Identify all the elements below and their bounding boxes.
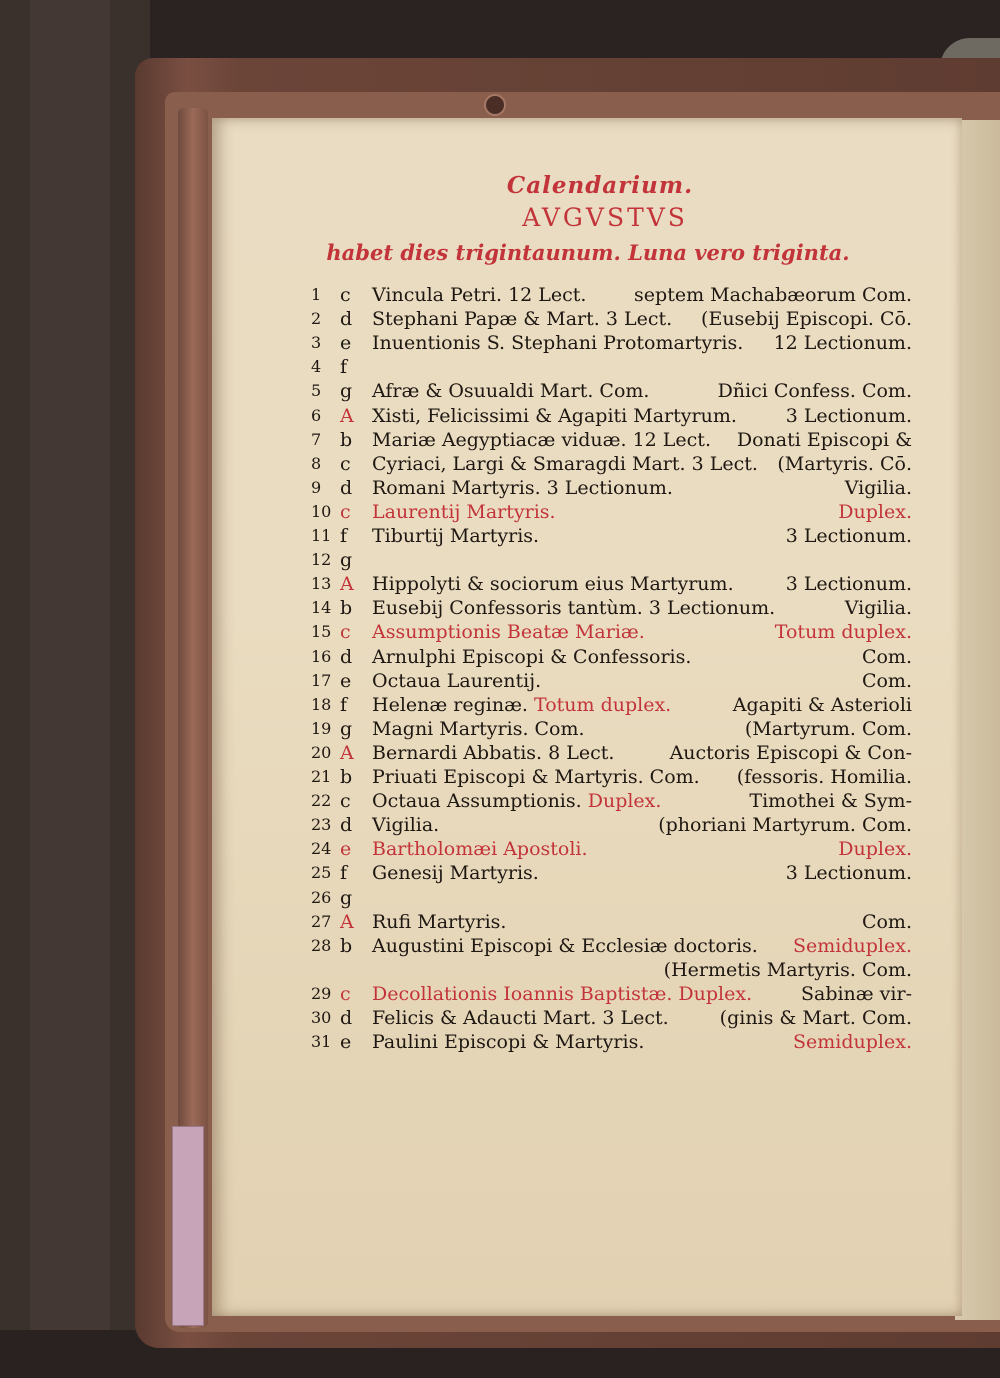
feast-entry xyxy=(372,693,671,717)
feast-name: Octaua Assumptionis. xyxy=(372,790,582,813)
dominical-letter: f xyxy=(340,525,348,547)
calendar-row xyxy=(0,765,1000,789)
dominical-letter: A xyxy=(340,573,354,596)
feast-note: Sabinæ vir- xyxy=(800,982,912,1005)
feast-note: Com. xyxy=(861,669,912,692)
dominical-letter: c xyxy=(340,284,351,306)
feast-note: 3 Lectionum. xyxy=(785,525,912,547)
feast-name: Octaua Laurentij. xyxy=(372,669,542,692)
feast-name: Mariæ Aegyptiacæ viduæ. 12 Lect. xyxy=(372,428,711,451)
calendar-row xyxy=(0,1006,1000,1030)
feast-note: Donati Episcopi & xyxy=(736,428,912,451)
day-number: 29 xyxy=(311,983,332,1003)
feast-note: (phoriani Martyrum. Com. xyxy=(658,814,912,837)
day-number: 13 xyxy=(311,574,332,594)
dominical-letter: g xyxy=(340,380,353,403)
dominical-letter: f xyxy=(340,693,348,716)
calendar-row xyxy=(0,476,1000,500)
dominical-letter: c xyxy=(340,790,351,813)
feast-name: Stephani Papæ & Mart. 3 Lect. xyxy=(372,308,673,331)
feast-entry xyxy=(372,379,649,403)
dominical-letter: f xyxy=(340,356,348,379)
day-number: 1 xyxy=(311,285,322,304)
feast-entry xyxy=(372,645,691,669)
feast-name: Priuati Episcopi & Martyris. Com. xyxy=(372,766,700,788)
day-number: 6 xyxy=(311,405,322,425)
feast-entry xyxy=(372,620,645,644)
feast-name: Romani Martyris. 3 Lectionum. xyxy=(372,476,673,499)
feast-note: (Martyris. Cō. xyxy=(777,452,912,475)
feast-note: 3 Lectionum. xyxy=(785,573,912,596)
day-number: 15 xyxy=(311,622,332,642)
day-number: 28 xyxy=(311,935,332,955)
feast-note: (fessoris. Homilia. xyxy=(736,766,912,788)
dominical-letter: d xyxy=(340,645,353,668)
feast-entry xyxy=(372,765,700,789)
day-number: 9 xyxy=(311,477,322,497)
dominical-letter: e xyxy=(340,1031,352,1054)
feast-name: Helenæ reginæ. xyxy=(372,693,528,716)
feast-note: Com. xyxy=(861,645,912,668)
calendar-row xyxy=(0,283,1000,307)
day-number: 16 xyxy=(311,646,332,666)
dominical-letter: e xyxy=(340,669,352,692)
calendar-row xyxy=(0,861,1000,885)
feast-name: Assumptionis Beatæ Mariæ. xyxy=(372,621,645,644)
day-number: 4 xyxy=(311,357,322,377)
feast-note: Agapiti & Asterioli xyxy=(732,693,912,716)
dominical-letter: A xyxy=(340,741,354,764)
dominical-letter: f xyxy=(340,862,348,885)
feast-entry xyxy=(372,596,775,620)
calendar-row xyxy=(0,958,1000,982)
dominical-letter: A xyxy=(340,404,354,427)
dominical-letter: g xyxy=(340,886,353,909)
feast-name: Inuentionis S. Stephani Protomartyris. xyxy=(372,332,744,355)
feast-note: 3 Lectionum. xyxy=(785,862,912,885)
day-number: 20 xyxy=(311,742,332,762)
feast-entry xyxy=(372,910,506,934)
dominical-letter: d xyxy=(340,476,353,499)
dominical-letter: d xyxy=(340,308,353,331)
feast-rank: Totum duplex. xyxy=(527,693,672,716)
feast-note: Totum duplex. xyxy=(774,621,912,644)
feast-note: Duplex. xyxy=(838,838,912,861)
feast-name: Magni Martyris. Com. xyxy=(372,717,585,740)
feast-note: 3 Lectionum. xyxy=(785,404,912,427)
calendar-row xyxy=(0,379,1000,403)
feast-entry xyxy=(372,428,711,452)
day-number: 30 xyxy=(311,1008,332,1027)
feast-name: Decollationis Ioannis Baptistæ. Duplex. xyxy=(372,982,753,1005)
calendar-row xyxy=(0,813,1000,837)
feast-note: (ginis & Mart. Com. xyxy=(719,1007,912,1029)
feast-note: Semiduplex. xyxy=(793,934,912,957)
day-number: 21 xyxy=(311,767,332,786)
feast-name: Bartholomæi Apostoli. xyxy=(372,838,588,861)
feast-entry xyxy=(372,572,734,596)
feast-name: Laurentij Martyris. xyxy=(372,500,556,523)
calendar-row xyxy=(0,837,1000,861)
feast-name: Bernardi Abbatis. 8 Lect. xyxy=(372,741,615,764)
day-number: 25 xyxy=(311,863,332,883)
feast-entry xyxy=(372,476,673,500)
feast-name: Paulini Episcopi & Martyris. xyxy=(372,1031,645,1054)
day-number: 27 xyxy=(311,911,332,931)
feast-entry xyxy=(372,861,539,885)
feast-entry xyxy=(372,982,752,1006)
calendar-row xyxy=(0,934,1000,958)
calendar-row xyxy=(0,910,1000,934)
calendar-row xyxy=(0,428,1000,452)
feast-name: Hippolyti & sociorum eius Martyrum. xyxy=(372,573,734,596)
feast-name: Afræ & Osuualdi Mart. Com. xyxy=(372,380,650,403)
calendar-row xyxy=(0,717,1000,741)
feast-note: (Eusebij Episcopi. Cō. xyxy=(701,308,912,331)
calendar-row xyxy=(0,693,1000,717)
day-number: 24 xyxy=(311,839,332,859)
feast-entry xyxy=(372,452,758,476)
calendar-row xyxy=(0,331,1000,355)
calendar-row xyxy=(0,404,1000,428)
bookmark-ribbon xyxy=(172,1126,204,1326)
feast-name: Augustini Episcopi & Ecclesiæ doctoris. xyxy=(372,934,758,957)
feast-entry xyxy=(372,500,556,524)
dominical-letter: b xyxy=(340,428,353,451)
dominical-letter: d xyxy=(340,1007,353,1029)
calendar-row xyxy=(0,452,1000,476)
feast-note: (Martyrum. Com. xyxy=(744,717,912,740)
dominical-letter: b xyxy=(340,934,353,957)
feast-entry xyxy=(372,669,541,693)
day-number: 31 xyxy=(311,1032,332,1052)
feast-name: Arnulphi Episcopi & Confessoris. xyxy=(372,645,692,668)
calendar-row xyxy=(0,789,1000,813)
calendar-row xyxy=(0,548,1000,572)
day-number: 18 xyxy=(311,694,332,714)
dominical-letter: c xyxy=(340,452,351,475)
feast-entry xyxy=(372,934,758,958)
dominical-letter: g xyxy=(340,549,353,572)
day-number: 10 xyxy=(311,501,332,521)
calendar-row xyxy=(0,741,1000,765)
feast-note: Auctoris Episcopi & Con- xyxy=(669,741,912,764)
clasp-hole xyxy=(484,94,506,116)
feast-rank: Duplex. xyxy=(581,790,662,813)
feast-entry xyxy=(372,789,661,813)
day-number: 22 xyxy=(311,791,332,811)
feast-entry xyxy=(372,1006,669,1030)
feast-entry xyxy=(372,717,585,741)
feast-name: Vigilia. xyxy=(372,814,440,837)
feast-entry xyxy=(372,331,743,355)
day-number: 12 xyxy=(311,550,332,570)
day-number: 26 xyxy=(311,887,332,907)
feast-name: Rufi Martyris. xyxy=(372,910,507,933)
feast-entry xyxy=(372,404,737,428)
feast-note: Timothei & Sym- xyxy=(749,790,912,813)
dominical-letter: A xyxy=(340,910,354,933)
feast-note: (Hermetis Martyris. Com. xyxy=(663,958,912,981)
dominical-letter: e xyxy=(340,332,352,355)
month-title: AVGVSTVS xyxy=(522,203,688,232)
calendar-row xyxy=(0,620,1000,644)
calendar-row xyxy=(0,572,1000,596)
feast-note: septem Machabæorum Com. xyxy=(634,284,912,306)
feast-note: Dñici Confess. Com. xyxy=(717,380,912,403)
feast-name: Tiburtij Martyris. xyxy=(372,525,540,547)
feast-name: Genesij Martyris. xyxy=(372,862,539,885)
feast-note: Vigilia. xyxy=(844,597,912,620)
calendar-row xyxy=(0,524,1000,548)
feast-entry xyxy=(372,741,614,765)
feast-name: Eusebij Confessoris tantùm. 3 Lectionum. xyxy=(372,597,776,620)
feast-entry xyxy=(372,813,439,837)
feast-name: Xisti, Felicissimi & Agapiti Martyrum. xyxy=(372,404,737,427)
feast-entry xyxy=(372,837,588,861)
calendar-row xyxy=(0,982,1000,1006)
dominical-letter: b xyxy=(340,766,353,788)
feast-entry xyxy=(372,1030,644,1054)
feast-entry xyxy=(372,283,586,307)
day-number: 23 xyxy=(311,815,332,835)
day-number: 17 xyxy=(311,670,332,690)
feast-note: Duplex. xyxy=(838,500,912,523)
dominical-letter: c xyxy=(340,621,351,644)
day-number: 11 xyxy=(311,526,332,545)
day-number: 5 xyxy=(311,381,322,401)
day-number: 19 xyxy=(311,718,332,738)
calendar-row xyxy=(0,596,1000,620)
month-subtitle: habet dies trigintaunum. Luna vero triginta. xyxy=(326,240,850,265)
feast-note: Semiduplex. xyxy=(793,1031,912,1054)
feast-note: 12 Lectionum. xyxy=(773,332,912,355)
calendar-row xyxy=(0,1030,1000,1054)
calendar-row xyxy=(0,669,1000,693)
day-number: 7 xyxy=(311,429,322,449)
calendar-row xyxy=(0,500,1000,524)
dominical-letter: c xyxy=(340,982,351,1005)
calendar-row xyxy=(0,355,1000,379)
day-number: 2 xyxy=(311,309,322,329)
feast-note: Vigilia. xyxy=(844,476,912,499)
feast-name: Felicis & Adaucti Mart. 3 Lect. xyxy=(372,1007,669,1029)
calendar-row xyxy=(0,886,1000,910)
feast-name: Vincula Petri. 12 Lect. xyxy=(372,284,587,306)
day-number: 8 xyxy=(311,453,322,473)
feast-entry xyxy=(372,307,672,331)
calendar-heading: Calendarium. xyxy=(506,172,694,199)
calendar-row xyxy=(0,645,1000,669)
feast-name: Cyriaci, Largi & Smaragdi Mart. 3 Lect. xyxy=(372,452,758,475)
calendar-row xyxy=(0,307,1000,331)
dominical-letter: g xyxy=(340,717,353,740)
feast-entry xyxy=(372,524,539,548)
dominical-letter: b xyxy=(340,597,353,620)
dominical-letter: d xyxy=(340,814,353,837)
dominical-letter: e xyxy=(340,838,352,861)
dominical-letter: c xyxy=(340,500,351,523)
day-number: 3 xyxy=(311,333,322,353)
day-number: 14 xyxy=(311,598,332,618)
feast-note: Com. xyxy=(861,910,912,933)
